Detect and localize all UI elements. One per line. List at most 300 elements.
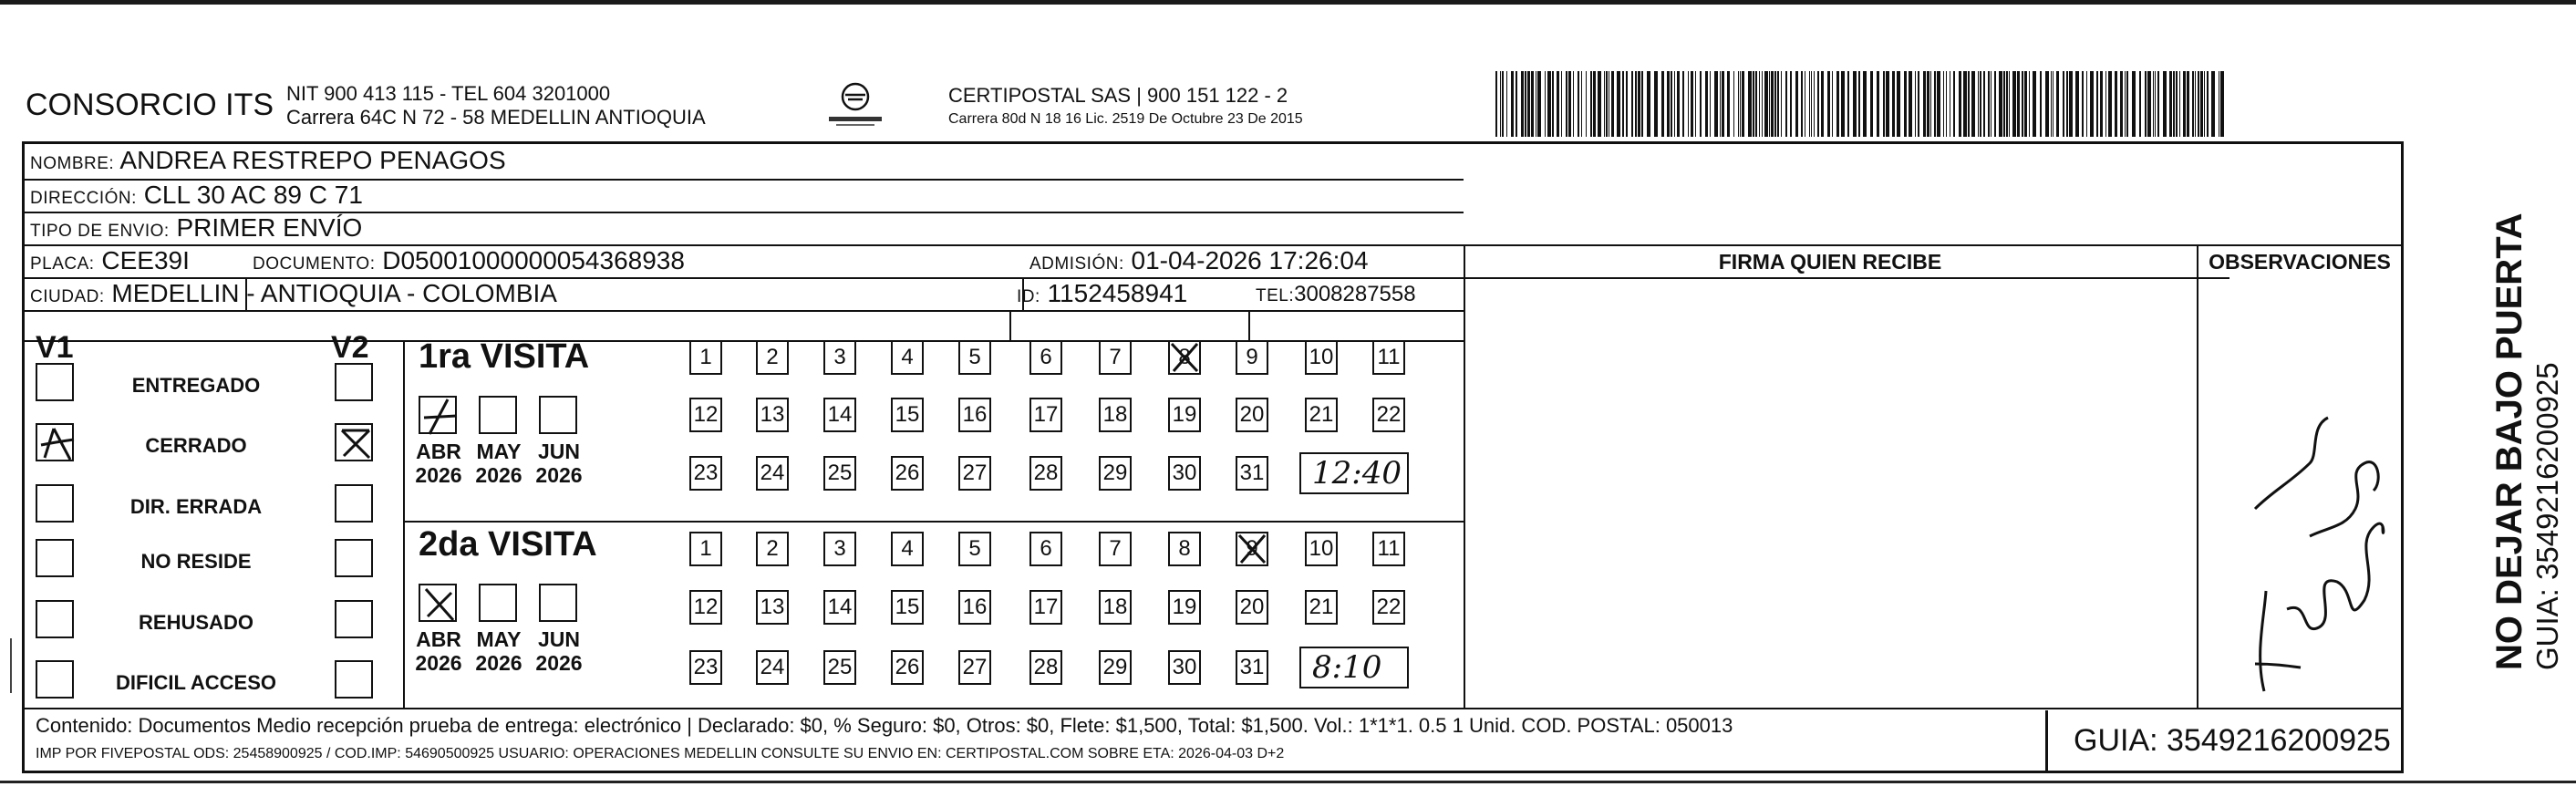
tipo-row [30,213,362,243]
day-box[interactable]: 9 [1236,532,1268,566]
barcode-bar [1635,71,1637,137]
ciudad-label: CIUDAD: [30,287,105,306]
day-box[interactable]: 26 [891,456,924,491]
month-name: JUN [537,627,580,651]
barcode-bar [1863,71,1867,137]
v2-checkbox[interactable] [335,660,373,699]
second-visit-title: 2da VISITA [419,525,597,564]
status-option-label: ENTREGADO [131,374,261,397]
v2-checkbox[interactable] [335,600,373,638]
tipo-label: TIPO DE ENVIO: [30,222,170,241]
barcode-bar [1953,71,1955,137]
barcode-bar [1495,71,1497,137]
day-box[interactable]: 13 [756,590,789,625]
visit-time-field[interactable] [1299,452,1409,494]
barcode-bar [2153,71,2154,137]
barcode-bar [2157,71,2159,137]
barcode-bar [1557,71,1559,137]
day-box[interactable]: 26 [891,650,924,685]
barcode-bar [1781,71,1782,137]
barcode-bar [1883,71,1885,137]
day-box[interactable]: 1 [689,532,722,566]
barcode-bar [1809,71,1810,137]
day-box[interactable]: 21 [1305,590,1338,625]
barcode-bar [1537,71,1541,137]
month-name: JUN [537,440,580,463]
day-box[interactable]: 22 [1372,590,1405,625]
day-box[interactable]: 30 [1168,650,1201,685]
day-box[interactable]: 12 [689,398,722,432]
month-checkbox[interactable] [479,396,517,434]
month-name: MAY [476,627,522,651]
sender-details [286,82,706,129]
barcode-bar [1827,71,1830,137]
barcode-bar [1817,71,1819,137]
barcode-bar [1811,71,1812,137]
day-box[interactable]: 20 [1236,590,1268,625]
barcode-bar [1688,71,1689,137]
documento-row [253,246,685,275]
barcode-bar [2192,71,2194,137]
nombre-row [30,146,506,175]
barcode-bar [1771,71,1774,137]
nombre-label: NOMBRE: [30,154,115,173]
barcode-bar [1578,71,1579,137]
barcode-bar [2108,71,2112,137]
barcode-bar [1774,71,1776,137]
barcode-bar [1858,71,1860,137]
month-name: ABR [416,627,461,651]
barcode-bar [2053,71,2054,137]
barcode-bar [2012,71,2016,137]
barcode-bar [1988,71,1990,137]
month-label [411,627,466,675]
barcode-bar [2132,71,2136,137]
barcode-bar [2145,71,2147,137]
barcode-bar [1631,71,1633,137]
v2-checkbox[interactable] [335,363,373,401]
barcode-bar [1832,71,1833,137]
barcode-bar [2187,71,2189,137]
barcode-bar [1622,71,1624,137]
barcode-bar [1674,71,1675,137]
ciudad-value: MEDELLIN - ANTIOQUIA - COLOMBIA [111,279,557,307]
barcode-bar [1978,71,1979,137]
v2-header: V2 [331,330,369,365]
month-name: MAY [476,440,522,463]
barcode-bar [1930,71,1931,137]
barcode-bar [2173,71,2175,137]
barcode-bar [1593,71,1596,137]
barcode-bar [1590,71,1592,137]
barcode-bar [2066,71,2068,137]
barcode-bar [2211,71,2215,137]
month-year: 2026 [535,463,583,487]
day-box[interactable]: 13 [756,398,789,432]
barcode-bar [1963,71,1967,137]
footer-guia: GUIA: 3549216200925 [2045,710,2406,771]
v2-checkbox[interactable] [335,484,373,523]
day-box[interactable]: 8 [1168,340,1201,375]
barcode-bar [1521,71,1524,137]
v1-checkbox[interactable] [36,363,74,401]
day-box[interactable]: 4 [891,532,924,566]
day-box[interactable]: 29 [1099,650,1132,685]
day-box[interactable]: 23 [689,456,722,491]
day-box[interactable]: 14 [823,590,856,625]
col-divider [403,340,405,708]
documento-label: DOCUMENTO: [253,254,376,274]
barcode-bar [2009,71,2010,137]
barcode-bar [1841,71,1845,137]
barcode-bar [1785,71,1787,137]
barcode-bar [2204,71,2205,137]
month-checkbox[interactable] [539,584,577,622]
barcode-bar [1764,71,1768,137]
barcode-bar [1968,71,1970,137]
barcode-bar [1525,71,1526,137]
barcode-bar [1738,71,1739,137]
barcode-bar [1748,71,1752,137]
barcode-bar [1759,71,1760,137]
footer-contents: Contenido: Documentos Medio recepción prueba de entrega: electrónico | Declarado: $0, % Seguro: $0, Otros: $0, Flete: $1,500, Total: $1,500. Vol.: 1*1*1. 0.5 1 Unid. COD. POSTAL: 050013 [36,714,1733,737]
day-box[interactable]: 10 [1305,532,1338,566]
barcode-bar [1502,71,1504,137]
day-box[interactable]: 11 [1372,532,1405,566]
barcode-bar [2045,71,2049,137]
barcode-bar [1762,71,1763,137]
month-label [471,627,526,675]
day-mark-icon [1236,532,1268,566]
barcode-bar [2006,71,2008,137]
barcode-bar [1927,71,1929,137]
day-box[interactable]: 9 [1236,340,1268,375]
barcode-bar [1937,71,1940,137]
v1-checkbox[interactable] [36,423,74,461]
barcode-bar [1700,71,1702,137]
day-box[interactable]: 10 [1305,340,1338,375]
id-value: 1152458941 [1047,279,1188,307]
tel-label: TEL: [1256,286,1295,305]
day-box[interactable]: 19 [1168,590,1201,625]
barcode-bar [1795,71,1798,137]
barcode-bar [2082,71,2084,137]
v1-checkbox[interactable] [36,484,74,523]
day-box[interactable]: 15 [891,398,924,432]
month-year: 2026 [475,651,522,675]
day-box[interactable]: 11 [1372,340,1405,375]
day-box[interactable]: 18 [1099,398,1132,432]
day-box[interactable]: 5 [958,340,991,375]
barcode-bar [1847,71,1849,137]
certipostal-logo-icon [825,80,885,131]
day-box[interactable]: 31 [1236,650,1268,685]
barcode-bar [1695,71,1696,137]
month-year: 2026 [415,651,462,675]
barcode-bar [2139,71,2141,137]
day-box[interactable]: 12 [689,590,722,625]
day-box[interactable]: 3 [823,340,856,375]
v1-checkbox[interactable] [36,539,74,577]
month-checkbox[interactable] [539,396,577,434]
barcode-bar [1971,71,1975,137]
day-box[interactable]: 7 [1099,532,1132,566]
visit-time-field[interactable] [1299,647,1409,688]
sender-name: CONSORCIO ITS [26,88,274,122]
barcode-bar [1909,71,1912,137]
barcode-bar [2100,71,2103,137]
barcode-bar [2198,71,2199,137]
col-divider [2197,244,2198,708]
barcode-bar [2147,71,2151,137]
col-divider [1248,310,1250,340]
day-box[interactable]: 20 [1236,398,1268,432]
barcode-bar [1727,71,1730,137]
tipo-value: PRIMER ENVÍO [176,213,363,242]
sender-address: Carrera 64C N 72 - 58 MEDELLIN ANTIOQUIA [286,106,706,129]
placa-value: CEE39I [101,246,190,274]
barcode-bar [1617,71,1620,137]
barcode-bar [2063,71,2064,137]
barcode-bar [1531,71,1534,137]
barcode-bar [1647,71,1650,137]
barcode-bar [2115,71,2117,137]
row-divider [25,708,2401,709]
barcode-bar [1821,71,1824,137]
barcode-bar [2163,71,2167,137]
month-checkbox[interactable] [419,584,457,622]
barcode-bar [2120,71,2123,137]
barcode-bar [2024,71,2027,137]
top-rule [0,0,2576,5]
barcode-bar [1691,71,1693,137]
barcode-bar [1753,71,1754,137]
barcode-bar [1769,71,1770,137]
barcode-bar [2179,71,2180,137]
barcode-bar [1606,71,1608,137]
barcode-bar [2126,71,2128,137]
visit-time-value: 12:40 [1312,455,1402,492]
barcode-bar [1604,71,1605,137]
col-divider [2401,244,2403,277]
check-mark-icon [37,425,76,463]
day-box[interactable]: 3 [823,532,856,566]
barcode-bar [1918,71,1919,137]
barcode-bar [2105,71,2106,137]
v1-checkbox[interactable] [36,660,74,699]
col-divider [1009,310,1011,340]
direccion-label: DIRECCIÓN: [30,189,137,208]
day-box[interactable]: 16 [958,590,991,625]
month-label [532,627,586,675]
barcode-bar [1790,71,1792,137]
day-box[interactable]: 7 [1099,340,1132,375]
barcode-bar [1705,71,1708,137]
status-option-label: REHUSADO [139,611,253,634]
v2-checkbox[interactable] [335,423,373,461]
barcode-bar [2017,71,2020,137]
day-box[interactable]: 29 [1099,456,1132,491]
day-box[interactable]: 16 [958,398,991,432]
status-option-label: CERRADO [145,434,247,457]
barcode-bar [1904,71,1907,137]
barcode-bar [1720,71,1721,137]
admision-row [1029,246,1369,275]
left-edge-mark [10,638,12,693]
day-box[interactable]: 4 [891,340,924,375]
day-box[interactable]: 24 [756,650,789,685]
barcode-bar [1573,71,1574,137]
day-box[interactable]: 23 [689,650,722,685]
barcode-bar [2033,71,2036,137]
day-box[interactable]: 2 [756,340,789,375]
footer-print-info: IMP POR FIVEPOSTAL ODS: 25458900925 / COD.IMP: 54690500925 USUARIO: OPERACIONES MEDELLIN CONSULTE SU ENVIO EN: CERTIPOSTAL.COM SOBRE ETA: 2026-04-03 D+2 [36,746,1285,761]
id-label: ID: [1017,287,1040,306]
direccion-row [30,181,363,210]
day-box[interactable]: 5 [958,532,991,566]
barcode-bar [2220,71,2224,137]
barcode-bar [2069,71,2073,137]
barcode-bar [1801,71,1803,137]
check-mark-icon [336,425,375,463]
barcode-bar [1853,71,1857,137]
day-box[interactable]: 18 [1099,590,1132,625]
barcode-bar [2040,71,2042,137]
barcode-bar [1568,71,1571,137]
day-box[interactable]: 6 [1029,340,1062,375]
day-box[interactable]: 8 [1168,532,1201,566]
barcode-bar [2022,71,2023,137]
nombre-value: ANDREA RESTREPO PENAGOS [119,146,506,174]
barcode-bar [1527,71,1530,137]
day-box[interactable]: 28 [1029,456,1062,491]
day-box[interactable]: 17 [1029,590,1062,625]
barcode-bar [2155,71,2156,137]
barcode-bar [1561,71,1562,137]
barcode-bar [1722,71,1724,137]
day-box[interactable]: 25 [823,456,856,491]
barcode-bar [1915,71,1916,137]
courier-details [948,84,1303,131]
barcode-bar [2207,71,2209,137]
barcode-bar [1511,71,1514,137]
barcode-bar [1667,71,1670,137]
bottom-rule [0,781,2576,783]
barcode-bar [1661,71,1664,137]
barcode-bar [1677,71,1680,137]
day-box[interactable]: 28 [1029,650,1062,685]
v1-checkbox[interactable] [36,600,74,638]
barcode-bar [2003,71,2005,137]
check-mark-icon [420,585,459,624]
sender-nit: NIT 900 413 115 - TEL 604 3201000 [286,82,611,105]
barcode-bar [1506,71,1507,137]
barcode-bar [1943,71,1944,137]
handwritten-observation [2200,390,2392,700]
status-option-label: NO RESIDE [140,550,252,573]
side-text [2489,212,2565,670]
barcode-bar [2056,71,2059,137]
visit-time-value: 8:10 [1312,649,1382,686]
barcode-bar [2029,71,2030,137]
day-box[interactable]: 6 [1029,532,1062,566]
day-box[interactable]: 17 [1029,398,1062,432]
barcode-bar [1516,71,1517,137]
day-box[interactable]: 27 [958,650,991,685]
day-box[interactable]: 21 [1305,398,1338,432]
barcode-bar [1870,71,1873,137]
day-box[interactable]: 22 [1372,398,1405,432]
barcode-bar [2086,71,2087,137]
barcode-bar [1980,71,1981,137]
day-box[interactable]: 15 [891,590,924,625]
barcode-bar [1742,71,1744,137]
day-box[interactable]: 30 [1168,456,1201,491]
status-option-label: DIFICIL ACCESO [115,671,276,694]
barcode-bar [1934,71,1936,137]
observaciones-header: OBSERVACIONES [2209,250,2391,274]
barcode-bar [1814,71,1815,137]
barcode-bar [1671,71,1672,137]
first-visit-title: 1ra VISITA [419,337,590,376]
direccion-value: CLL 30 AC 89 C 71 [143,181,363,209]
check-mark-icon [420,398,459,436]
month-checkbox[interactable] [419,396,457,434]
barcode-bar [1999,71,2002,137]
barcode-bar [1740,71,1741,137]
barcode-bar [1500,71,1501,137]
admision-value: 01-04-2026 17:26:04 [1131,246,1369,274]
v2-checkbox[interactable] [335,539,373,577]
id-row [1017,279,1187,308]
day-box[interactable]: 25 [823,650,856,685]
col-divider [1464,244,1465,708]
barcode-bar [1959,71,1961,137]
barcode-bar [1994,71,1996,137]
side-guia: GUIA: 3549216200925 [2530,362,2564,670]
ciudad-row [30,279,557,308]
barcode-bar [1710,71,1711,137]
barcode-bar [1552,71,1554,137]
month-checkbox[interactable] [479,584,517,622]
barcode-bar [1626,71,1628,137]
day-box[interactable]: 27 [958,456,991,491]
day-box[interactable]: 14 [823,398,856,432]
month-year: 2026 [535,651,583,675]
side-warning: NO DEJAR BAJO PUERTA [2489,212,2529,670]
barcode-bar [2075,71,2079,137]
placa-label: PLACA: [30,254,95,274]
barcode-bar [1892,71,1895,137]
barcode-bar [2051,71,2052,137]
day-box[interactable]: 19 [1168,398,1201,432]
barcode-bar [2176,71,2178,137]
delivery-form [22,141,2404,773]
day-mark-icon [1168,340,1201,375]
placa-row [30,246,190,275]
barcode-bar [1923,71,1926,137]
certipostal-logo [825,80,885,131]
barcode-bar [1641,71,1643,137]
day-box[interactable]: 24 [756,456,789,491]
day-box[interactable]: 2 [756,532,789,566]
day-box[interactable]: 1 [689,340,722,375]
day-box[interactable]: 31 [1236,456,1268,491]
barcode-bar [1545,71,1546,137]
month-year: 2026 [475,463,522,487]
barcode-bar [1654,71,1658,137]
barcode-bar [1547,71,1551,137]
